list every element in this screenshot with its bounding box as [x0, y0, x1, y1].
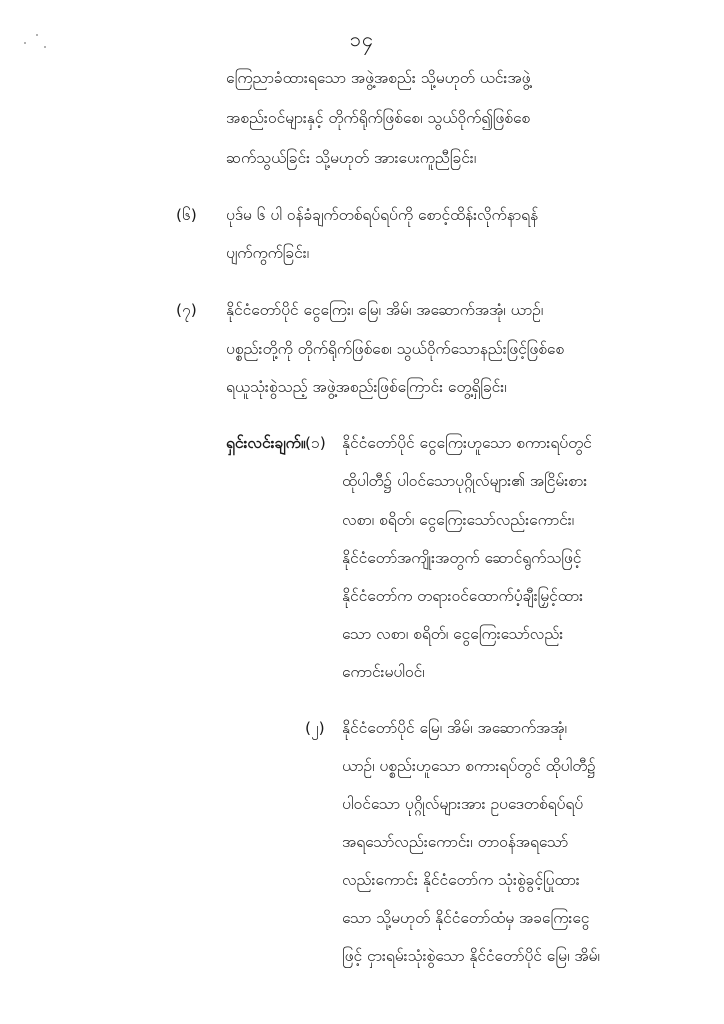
text-line: အစည်းဝင်များနှင့် တိုက်ရိုက်ဖြစ်စေ၊ သွယ်ဝိုက်၍ဖြစ်စေ [226, 109, 531, 127]
text-line: သော လစာ၊ စရိတ်၊ ငွေကြေးသော်လည်း [342, 625, 564, 643]
text-line: အရသော်လည်းကောင်း၊ တာဝန်အရသော် [342, 833, 569, 851]
text-line: သော သို့မဟုတ် နိုင်ငံတော်ထံမှ အခကြေးငွေ [342, 909, 590, 927]
page-number: ၁၄ [349, 27, 375, 51]
text-line: ဖြင့် ငှားရမ်းသုံးစွဲသော နိုင်ငံတော်ပိုင် မြေ၊ အိမ်၊ [342, 947, 600, 965]
text-line: နိုင်ငံတော်ပိုင် ငွေကြေး၊ မြေ၊ အိမ်၊ အဆောက်အအုံ၊ ယာဉ်၊ [226, 301, 544, 319]
text-line: ကြေညာခံထားရသော အဖွဲ့အစည်း သို့မဟုတ် ယင်းအဖွဲ့ [226, 69, 531, 87]
text-line: ယာဉ်၊ ပစ္စည်းဟူသော စကားရပ်တွင် ထိုပါတီ၌ [342, 757, 596, 775]
text-line: ပျက်ကွက်ခြင်း၊ [226, 244, 310, 262]
text-line: ဆက်သွယ်ခြင်း သို့မဟုတ် အားပေးကူညီခြင်း၊ [226, 149, 477, 167]
explanation-heading: ရှင်းလင်းချက်။ [226, 434, 306, 452]
text-line: ရယူသုံးစွဲသည့် အဖွဲ့အစည်းဖြစ်ကြောင်း တွေ့ရှိခြင်း၊ [226, 378, 507, 396]
text-line: နိုင်ငံတော်ပိုင် မြေ၊ အိမ်၊ အဆောက်အအုံ၊ [342, 719, 567, 737]
text-line: ပစ္စည်းတို့ကို တိုက်ရိုက်ဖြစ်စေ၊ သွယ်ဝိုက်သောနည်းဖြင့်ဖြစ်စေ [226, 340, 565, 358]
text-line: နိုင်ငံတော်အကျိုးအတွက် ဆောင်ရွက်သဖြင့် [342, 549, 582, 567]
text-line: ကောင်းမပါဝင်၊ [342, 663, 425, 681]
item-marker: (၁) [305, 434, 326, 452]
item-marker: (၂) [305, 719, 325, 737]
clause-marker: (၆) [176, 206, 197, 224]
text-line: ထိုပါတီ၌ ပါဝင်သောပုဂ္ဂိုလ်များ၏ အငြိမ်းစား [342, 472, 588, 490]
text-line: ပုဒ်မ ၆ ပါ ဝန်ခံချက်တစ်ရပ်ရပ်ကို စောင့်ထိန်းလိုက်နာရန် [226, 206, 539, 224]
text-line: ပါဝင်သော ပုဂ္ဂိုလ်များအား ဥပဒေတစ်ရပ်ရပ် [342, 795, 584, 813]
text-line: လစာ၊ စရိတ်၊ ငွေကြေးသော်လည်းကောင်း၊ [342, 511, 575, 529]
clause-marker: (၇) [176, 301, 197, 319]
text-line: နိုင်ငံတော်ပိုင် ငွေကြေးဟူသော စကားရပ်တွင် [342, 434, 592, 452]
text-line: နိုင်ငံတော်က တရားဝင်ထောက်ပံ့ချီးမြှင့်ထား [342, 587, 584, 605]
text-line: လည်းကောင်း နိုင်ငံတော်က သုံးစွဲခွင့်ပြုထား [342, 871, 580, 889]
